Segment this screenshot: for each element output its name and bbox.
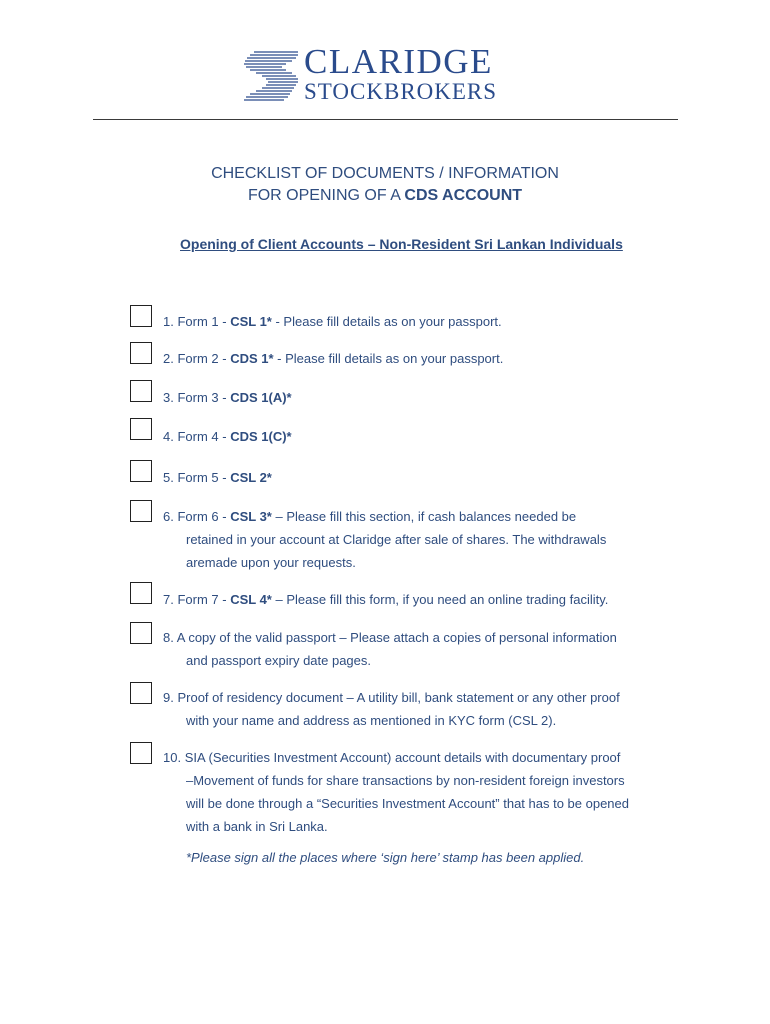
title-line-2 — [0, 185, 770, 207]
checklist-item-4 — [163, 429, 770, 444]
item-text: Proof of residency document – A utility bill, bank statement or any other proof — [177, 690, 620, 705]
checklist-item-8 — [163, 630, 770, 645]
item-text: Form 1 - — [177, 314, 231, 329]
item-form-code: CSL 4* — [230, 592, 272, 607]
item-number: 10. — [163, 750, 185, 765]
header-divider — [93, 119, 678, 120]
item-instruction: - Please fill details as on your passport. — [273, 351, 504, 366]
checklist-item-9 — [163, 690, 770, 705]
checkbox-item-8[interactable] — [130, 622, 152, 644]
checkbox-item-3[interactable] — [130, 380, 152, 402]
item-text: Form 3 - — [177, 390, 231, 405]
checklist-item-10-continuation: will be done through a “Securities Investment Account” that has to be opened — [186, 796, 629, 811]
item-text: Form 5 - — [177, 470, 231, 485]
item-number: 6. — [163, 509, 178, 524]
item-form-code: CDS 1(C)* — [230, 429, 292, 444]
claridge-logo — [242, 44, 532, 104]
item-text: Form 2 - — [177, 351, 231, 366]
item-form-code: CSL 1* — [230, 314, 272, 329]
item-form-code: CSL 2* — [230, 470, 272, 485]
title-line-1: CHECKLIST OF DOCUMENTS / INFORMATION — [211, 165, 559, 182]
item-text: SIA (Securities Investment Account) account details with documentary proof — [184, 750, 621, 765]
item-instruction: - Please fill details as on your passport. — [271, 314, 502, 329]
item-form-code: CDS 1(A)* — [230, 390, 292, 405]
claridge-swoosh-icon — [242, 50, 302, 102]
checklist-item-9-continuation: with your name and address as mentioned in KYC form (CSL 2). — [186, 713, 557, 728]
item-instruction: – Please fill this section, if cash balances needed be — [271, 509, 577, 524]
checklist-item-1 — [163, 314, 770, 329]
item-number: 2. — [163, 351, 178, 366]
checklist-item-10-continuation: with a bank in Sri Lanka. — [186, 819, 328, 834]
item-number: 3. — [163, 390, 178, 405]
item-number: 9. — [163, 690, 178, 705]
item-instruction: – Please fill this form, if you need an online trading facility. — [271, 592, 609, 607]
checklist-item-6-continuation: aremade upon your requests. — [186, 555, 356, 570]
checklist-item-6 — [163, 509, 770, 524]
logo-wordmark — [304, 44, 497, 104]
item-number: 1. — [163, 314, 178, 329]
item-number: 4. — [163, 429, 178, 444]
item-number: 5. — [163, 470, 178, 485]
checkbox-item-9[interactable] — [130, 682, 152, 704]
checkbox-item-1[interactable] — [130, 305, 152, 327]
checklist-item-6-continuation: retained in your account at Claridge after sale of shares. The withdrawals — [186, 532, 607, 547]
logo-line-claridge: CLARIDGE — [304, 42, 493, 81]
item-text: Form 7 - — [177, 592, 231, 607]
signature-note: *Please sign all the places where ‘sign here’ stamp has been applied. — [186, 850, 585, 865]
checkbox-item-4[interactable] — [130, 418, 152, 440]
checklist-item-10-continuation: –Movement of funds for share transactions by non-resident foreign investors — [186, 773, 625, 788]
checklist-item-3 — [163, 390, 770, 405]
checklist-item-10 — [163, 750, 770, 765]
section-subtitle: Opening of Client Accounts – Non-Resident Sri Lankan Individuals — [180, 236, 623, 252]
item-number: 8. — [163, 630, 177, 645]
title-line-2-prefix: FOR OPENING OF A — [247, 187, 405, 204]
item-form-code: CDS 1* — [230, 351, 274, 366]
checklist-item-8-continuation: and passport expiry date pages. — [186, 653, 372, 668]
checklist-item-7 — [163, 592, 770, 607]
checklist-item-5 — [163, 470, 770, 485]
item-text: Form 6 - — [177, 509, 231, 524]
title-line-2-bold: CDS ACCOUNT — [404, 187, 523, 204]
checkbox-item-5[interactable] — [130, 460, 152, 482]
item-number: 7. — [163, 592, 178, 607]
checkbox-item-6[interactable] — [130, 500, 152, 522]
checkbox-item-7[interactable] — [130, 582, 152, 604]
item-text: A copy of the valid passport – Please attach a copies of personal information — [176, 630, 617, 645]
document-title — [0, 163, 770, 207]
checklist-item-2 — [163, 351, 770, 366]
item-text: Form 4 - — [177, 429, 231, 444]
checkbox-item-2[interactable] — [130, 342, 152, 364]
checkbox-item-10[interactable] — [130, 742, 152, 764]
item-form-code: CSL 3* — [230, 509, 272, 524]
logo-line-stockbrokers: STOCKBROKERS — [304, 79, 498, 104]
